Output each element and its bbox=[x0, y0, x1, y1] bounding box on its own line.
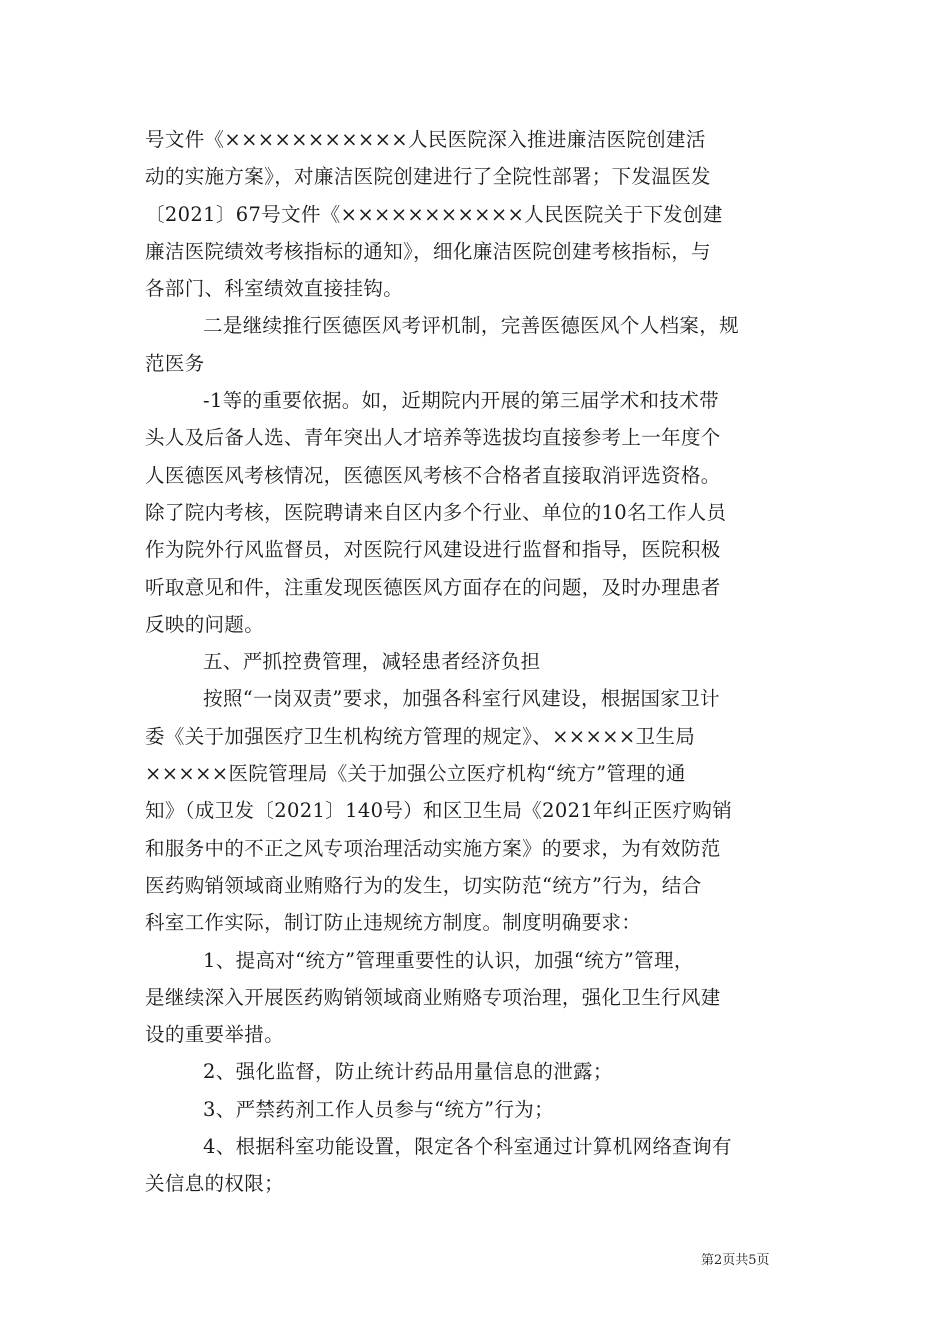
text-line: ×××××医院管理局《关于加强公立医疗机构“统方”管理的通 bbox=[145, 762, 686, 786]
text-line: 委《关于加强医疗卫生机构统方管理的规定》、×××××卫生局 bbox=[145, 724, 696, 748]
text-line: 动的实施方案》，对廉洁医院创建进行了全院性部署；下发温医发 bbox=[145, 165, 711, 189]
list-item-4 bbox=[145, 1128, 810, 1203]
text-line: 4、根据科室功能设置，限定各个科室通过计算机网络查询有 bbox=[203, 1135, 732, 1159]
text-line: 2、强化监督，防止统计药品用量信息的泄露； bbox=[203, 1060, 613, 1084]
page-number: 第2页共5页 bbox=[701, 1253, 770, 1268]
paragraph-plan-documents bbox=[145, 121, 810, 307]
text-line: 〔2021〕67号文件《×××××××××××人民医院关于下发创建 bbox=[145, 202, 723, 226]
text-line: 是继续深入开展医药购销领域商业贿赂专项治理，强化卫生行风建 bbox=[145, 985, 721, 1009]
paragraph-evaluation-mechanism bbox=[145, 307, 810, 382]
text-line: 廉洁医院绩效考核指标的通知》，细化廉洁医院创建考核指标，与 bbox=[145, 239, 711, 263]
text-line: 按照“一岗双责”要求，加强各科室行风建设，根据国家卫计 bbox=[203, 687, 720, 711]
text-line: 作为院外行风监督员，对医院行风建设进行监督和指导，医院积极 bbox=[145, 538, 721, 562]
text-line: 和服务中的不正之风专项治理活动实施方案》的要求，为有效防范 bbox=[145, 836, 721, 860]
text-line: 范医务 bbox=[145, 351, 205, 375]
list-item-2 bbox=[145, 1053, 810, 1090]
text-line: 各部门、科室绩效直接挂钩。 bbox=[145, 277, 404, 301]
list-item-1 bbox=[145, 942, 810, 1054]
text-line: 听取意见和件，注重发现医德医风方面存在的问题，及时办理患者 bbox=[145, 575, 721, 599]
list-item-3 bbox=[145, 1091, 810, 1128]
text-line: 五、严抓控费管理，减轻患者经济负担 bbox=[203, 650, 541, 674]
text-line: 号文件《×××××××××××人民医院深入推进廉洁医院创建活 bbox=[145, 128, 706, 151]
text-line: 医药购销领域商业贿赂行为的发生，切实防范“统方”行为，结合 bbox=[145, 873, 702, 897]
section-heading bbox=[145, 643, 810, 680]
text-line: 头人及后备人选、青年突出人才培养等选拔均直接参考上一年度个 bbox=[145, 426, 721, 450]
text-line: 1、提高对“统方”管理重要性的认识，加强“统方”管理， bbox=[203, 948, 694, 972]
text-line: 除了院内考核，医院聘请来自区内多个行业、单位的10名工作人员 bbox=[145, 500, 727, 524]
text-line: 科室工作实际，制订防止违规统方制度。制度明确要求： bbox=[145, 911, 642, 935]
text-line: 知》（成卫发〔2021〕140号）和区卫生局《2021年纠正医疗购销 bbox=[145, 799, 733, 823]
text-line: 人医德医风考核情况，医德医风考核不合格者直接取消评选资格。 bbox=[145, 463, 721, 487]
text-line: 反映的问题。 bbox=[145, 612, 265, 636]
text-line: 设的重要举措。 bbox=[145, 1023, 284, 1047]
paragraph-assessment-basis bbox=[145, 382, 810, 643]
text-line: 二是继续推行医德医风考评机制，完善医德医风个人档案，规 bbox=[203, 314, 739, 338]
text-line: -1等的重要依据。如，近期院内开展的第三届学术和技术带 bbox=[203, 389, 719, 413]
document-body bbox=[145, 121, 810, 1203]
text-line: 关信息的权限； bbox=[145, 1172, 284, 1196]
paragraph-prescription-management bbox=[145, 680, 810, 941]
text-line: 3、严禁药剂工作人员参与“统方”行为； bbox=[203, 1097, 554, 1121]
